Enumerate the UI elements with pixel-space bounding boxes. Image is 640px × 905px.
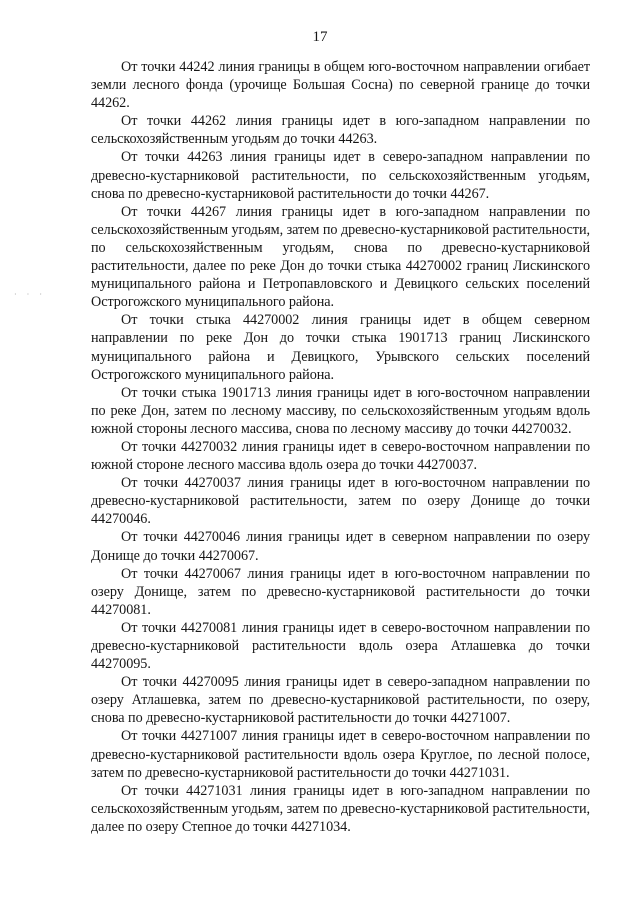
paragraph: От точки 44271007 линия границы идет в северо-восточном направлении по древесно-кустарниковой растительности вдоль озера Круглое, по лесной полосе, затем по древесно-кустарниковой растительности до точки 44271031. — [91, 728, 590, 781]
paragraph: От точки 44263 линия границы идет в северо-западном направлении по древесно-кустарниковой растительности, по сельскохозяйственным угодьям, снова по древесно-кустарниковой растительности до точки 44267. — [91, 149, 590, 202]
paragraph: От точки 44270032 линия границы идет в северо-восточном направлении по южной стороне лесного массива вдоль озера до точки 44270037. — [91, 438, 590, 474]
paragraph: От точки 44270067 линия границы идет в юго-восточном направлении по озеру Донище, затем по древесно-кустарниковой растительности до точки 44270081. — [91, 565, 590, 618]
paragraph: От точки 44267 линия границы идет в юго-западном направлении по сельскохозяйственным угодьям, затем по древесно-кустарниковой растительности, по сельскохозяйственным угодьям, снова по древесно-кустарниковой растительности, далее по реке Дон до точки стыка 44270002 границ Лискинского муниципального района и Петропавловского и Девицкого сельских поселений Острогожского муниципального района. — [91, 203, 590, 311]
paragraph: От точки 44270037 линия границы идет в юго-восточном направлении по древесно-кустарниковой растительности, затем по озеру Донище до точки 44270046. — [91, 475, 590, 528]
page-number: 17 — [312, 29, 328, 45]
scan-specks: · · · — [14, 290, 46, 299]
paragraph: От точки 44271031 линия границы идет в юго-западном направлении по сельскохозяйственным угодьям, затем по древесно-кустарниковой растительности, далее по озеру Степное до точки 44271034. — [91, 782, 590, 835]
paragraph: От точки стыка 1901713 линия границы идет в юго-восточном направлении по реке Дон, затем по лесному массиву, по сельскохозяйственным угодьям вдоль южной стороны лесного массива, снова по лесному массиву до точки 44270032. — [91, 384, 590, 437]
paragraph: От точки 44262 линия границы идет в юго-западном направлении по сельскохозяйственным угодьям до точки 44263. — [91, 113, 590, 148]
document-body — [91, 58, 590, 836]
paragraph: От точки стыка 44270002 линия границы идет в общем северном направлении по реке Дон до точки стыка 1901713 границ Лискинского муниципального района и Девицкого, Урывского сельских поселений Острогожского муниципального района. — [91, 312, 590, 383]
paragraph: От точки 44270046 линия границы идет в северном направлении по озеру Донище до точки 44270067. — [91, 529, 590, 564]
paragraph: От точки 44270081 линия границы идет в северо-восточном направлении по древесно-кустарниковой растительности вдоль озера Атлашевка до точки 44270095. — [91, 619, 590, 673]
paragraph: От точки 44270095 линия границы идет в северо-западном направлении по озеру Атлашевка, затем по древесно-кустарниковой растительности, по озеру, снова по древесно-кустарниковой растительности до точки 44271007. — [91, 674, 590, 727]
paragraph: От точки 44242 линия границы в общем юго-восточном направлении огибает земли лесного фонда (урочище Большая Сосна) по северной границе до точки 44262. — [91, 59, 590, 112]
